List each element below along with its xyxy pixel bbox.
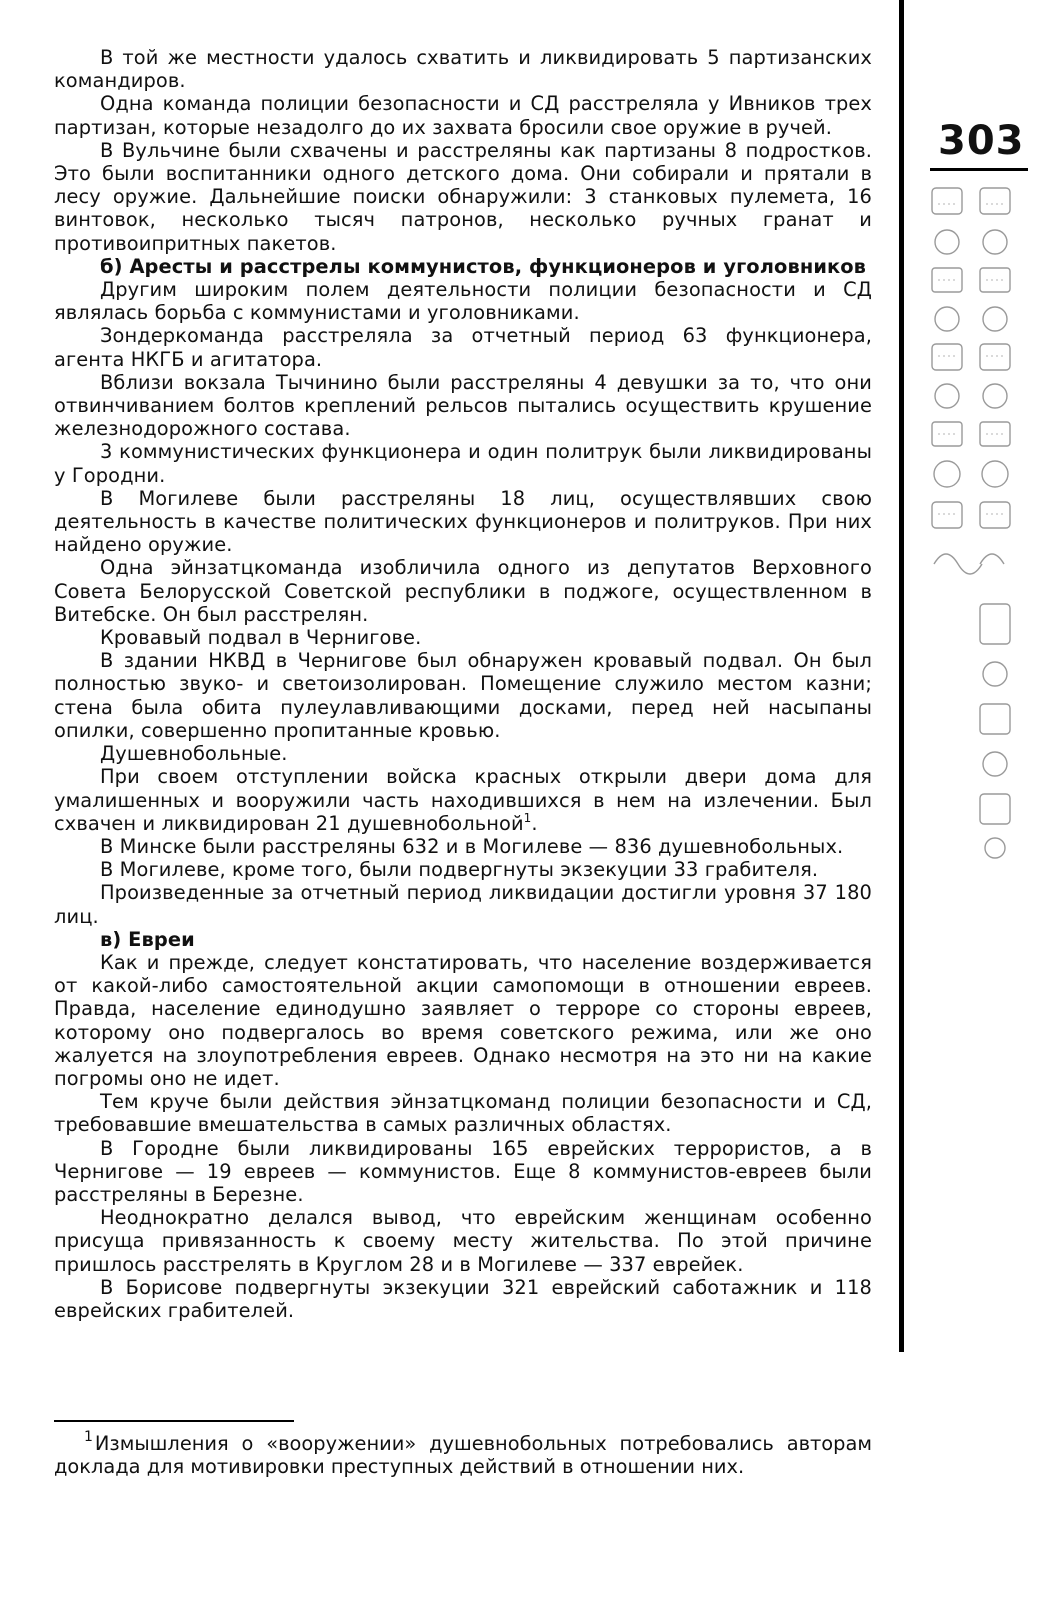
section-heading-b: б) Аресты и расстрелы коммунистов, функционеров и уголовников	[100, 254, 867, 278]
paragraph: Произведенные за отчетный период ликвидации достигли уровня 37 180 лиц.	[54, 881, 872, 928]
page-number: 303	[938, 118, 1025, 164]
paragraph: Вблизи вокзала Тычинино были расстреляны 4 девушки за то, что они отвинчиванием болтов креплений рельсов пытались осуществить крушение железнодорожного состава.	[54, 370, 872, 441]
paragraph: В здании НКВД в Чернигове был обнаружен кровавый подвал. Он был полностью звуко- и светоизолирован. Помещение служило местом казни; стена была обита пулеулавливающими досками, перед ней насыпаны опилки, совершенно пропитанные кровью.	[54, 649, 872, 742]
paragraph: В Вульчине были схвачены и расстреляны как партизаны 8 подростков. Это были воспитанники одного детского дома. Они собирали и прятали в лесу оружие. Дальнейшие поиски обнаружили: 3 станковых пулемета, 16 винтовок, несколько тысяч патронов, несколько ручных гранат и противоипритных пакетов.	[54, 138, 872, 255]
subheading: Кровавый подвал в Чернигове.	[100, 626, 422, 650]
paragraph: Одна команда полиции безопасности и СД расстреляла у Ивников трех партизан, которые незадолго до их захвата бросили свое оружие в ручей.	[54, 92, 872, 139]
paragraph: Другим широким полем деятельности полиции безопасности и СД являлась борьба с коммунистами и уголовниками.	[54, 278, 872, 325]
section-heading-c: в) Евреи	[100, 927, 195, 951]
paragraph: 3 коммунистических функционера и один политрук были ликвидированы у Городни.	[54, 440, 872, 487]
paragraph: В той же местности удалось схватить и ликвидировать 5 партизанских командиров.	[54, 46, 872, 93]
paragraph	[54, 765, 872, 835]
paragraph-end: .	[531, 811, 538, 835]
footnote	[54, 1429, 872, 1479]
margin-watermark-pattern	[924, 184, 1028, 864]
paragraph: Зондеркоманда расстреляла за отчетный период 63 функционера, агента НКГБ и агитатора.	[54, 324, 872, 371]
paragraph: В Могилеве были расстреляны 18 лиц, осуществлявших свою деятельность в качестве политических функционеров и политруков. При них найдено оружие.	[54, 486, 872, 557]
paragraph: В Борисове подвергнуты экзекуции 321 еврейский саботажник и 118 еврейских грабителей.	[54, 1275, 872, 1322]
vertical-rule	[899, 0, 904, 1352]
footnote-text: Измышления о «вооружении» душевнобольных потребовались авторам доклада для мотивировки преступных действий в отношении них.	[54, 1432, 872, 1479]
page-number-rule	[930, 168, 1028, 171]
subheading: Душевнобольные.	[100, 742, 288, 766]
paragraph: Тем круче были действия эйнзатцкоманд полиции безопасности и СД, требовавшие вмешательства в самых различных областях.	[54, 1090, 872, 1137]
paragraph: В Городне были ликвидированы 165 еврейских террористов, а в Чернигове — 19 евреев — коммунистов. Еще 8 коммунистов-евреев были расстреляны в Березне.	[54, 1136, 872, 1206]
paragraph: Неоднократно делался вывод, что еврейским женщинам особенно присуща привязанность к своему месту жительства. По этой причине пришлось расстрелять в Круглом 28 и в Могилеве — 337 еврейек.	[54, 1206, 872, 1276]
main-text	[54, 46, 872, 1322]
paragraph: В Минске были расстреляны 632 и в Могилеве — 836 душевнобольных.	[100, 834, 844, 858]
paragraph: В Могилеве, кроме того, были подвергнуты экзекуции 33 грабителя.	[100, 858, 819, 882]
footnote-ref[interactable]: 1	[523, 810, 532, 825]
paragraph-text: При своем отступлении войска красных открыли двери дома для умалишенных и вооружили часть находившихся в нем на излечении. Был схвачен и ликвидирован 21 душевнобольной	[54, 765, 872, 835]
footnote-marker: 1	[84, 1429, 93, 1445]
paragraph: Одна эйнзатцкоманда изобличила одного из депутатов Верховного Совета Белорусской Советской республики в поджоге, осуществленном в Витебске. Он был расстрелян.	[54, 556, 872, 626]
footnote-rule	[54, 1420, 294, 1422]
paragraph: Как и прежде, следует констатировать, что население воздерживается от какой-либо самостоятельной акции самопомощи в отношении евреев. Правда, население единодушно заявляет о терроре со стороны евреев, которому оно подвергалось во время советского режима, или же оно жалуется на злоупотребления евреев. Однако несмотря на это ни на какие погромы оно не идет.	[54, 950, 872, 1090]
